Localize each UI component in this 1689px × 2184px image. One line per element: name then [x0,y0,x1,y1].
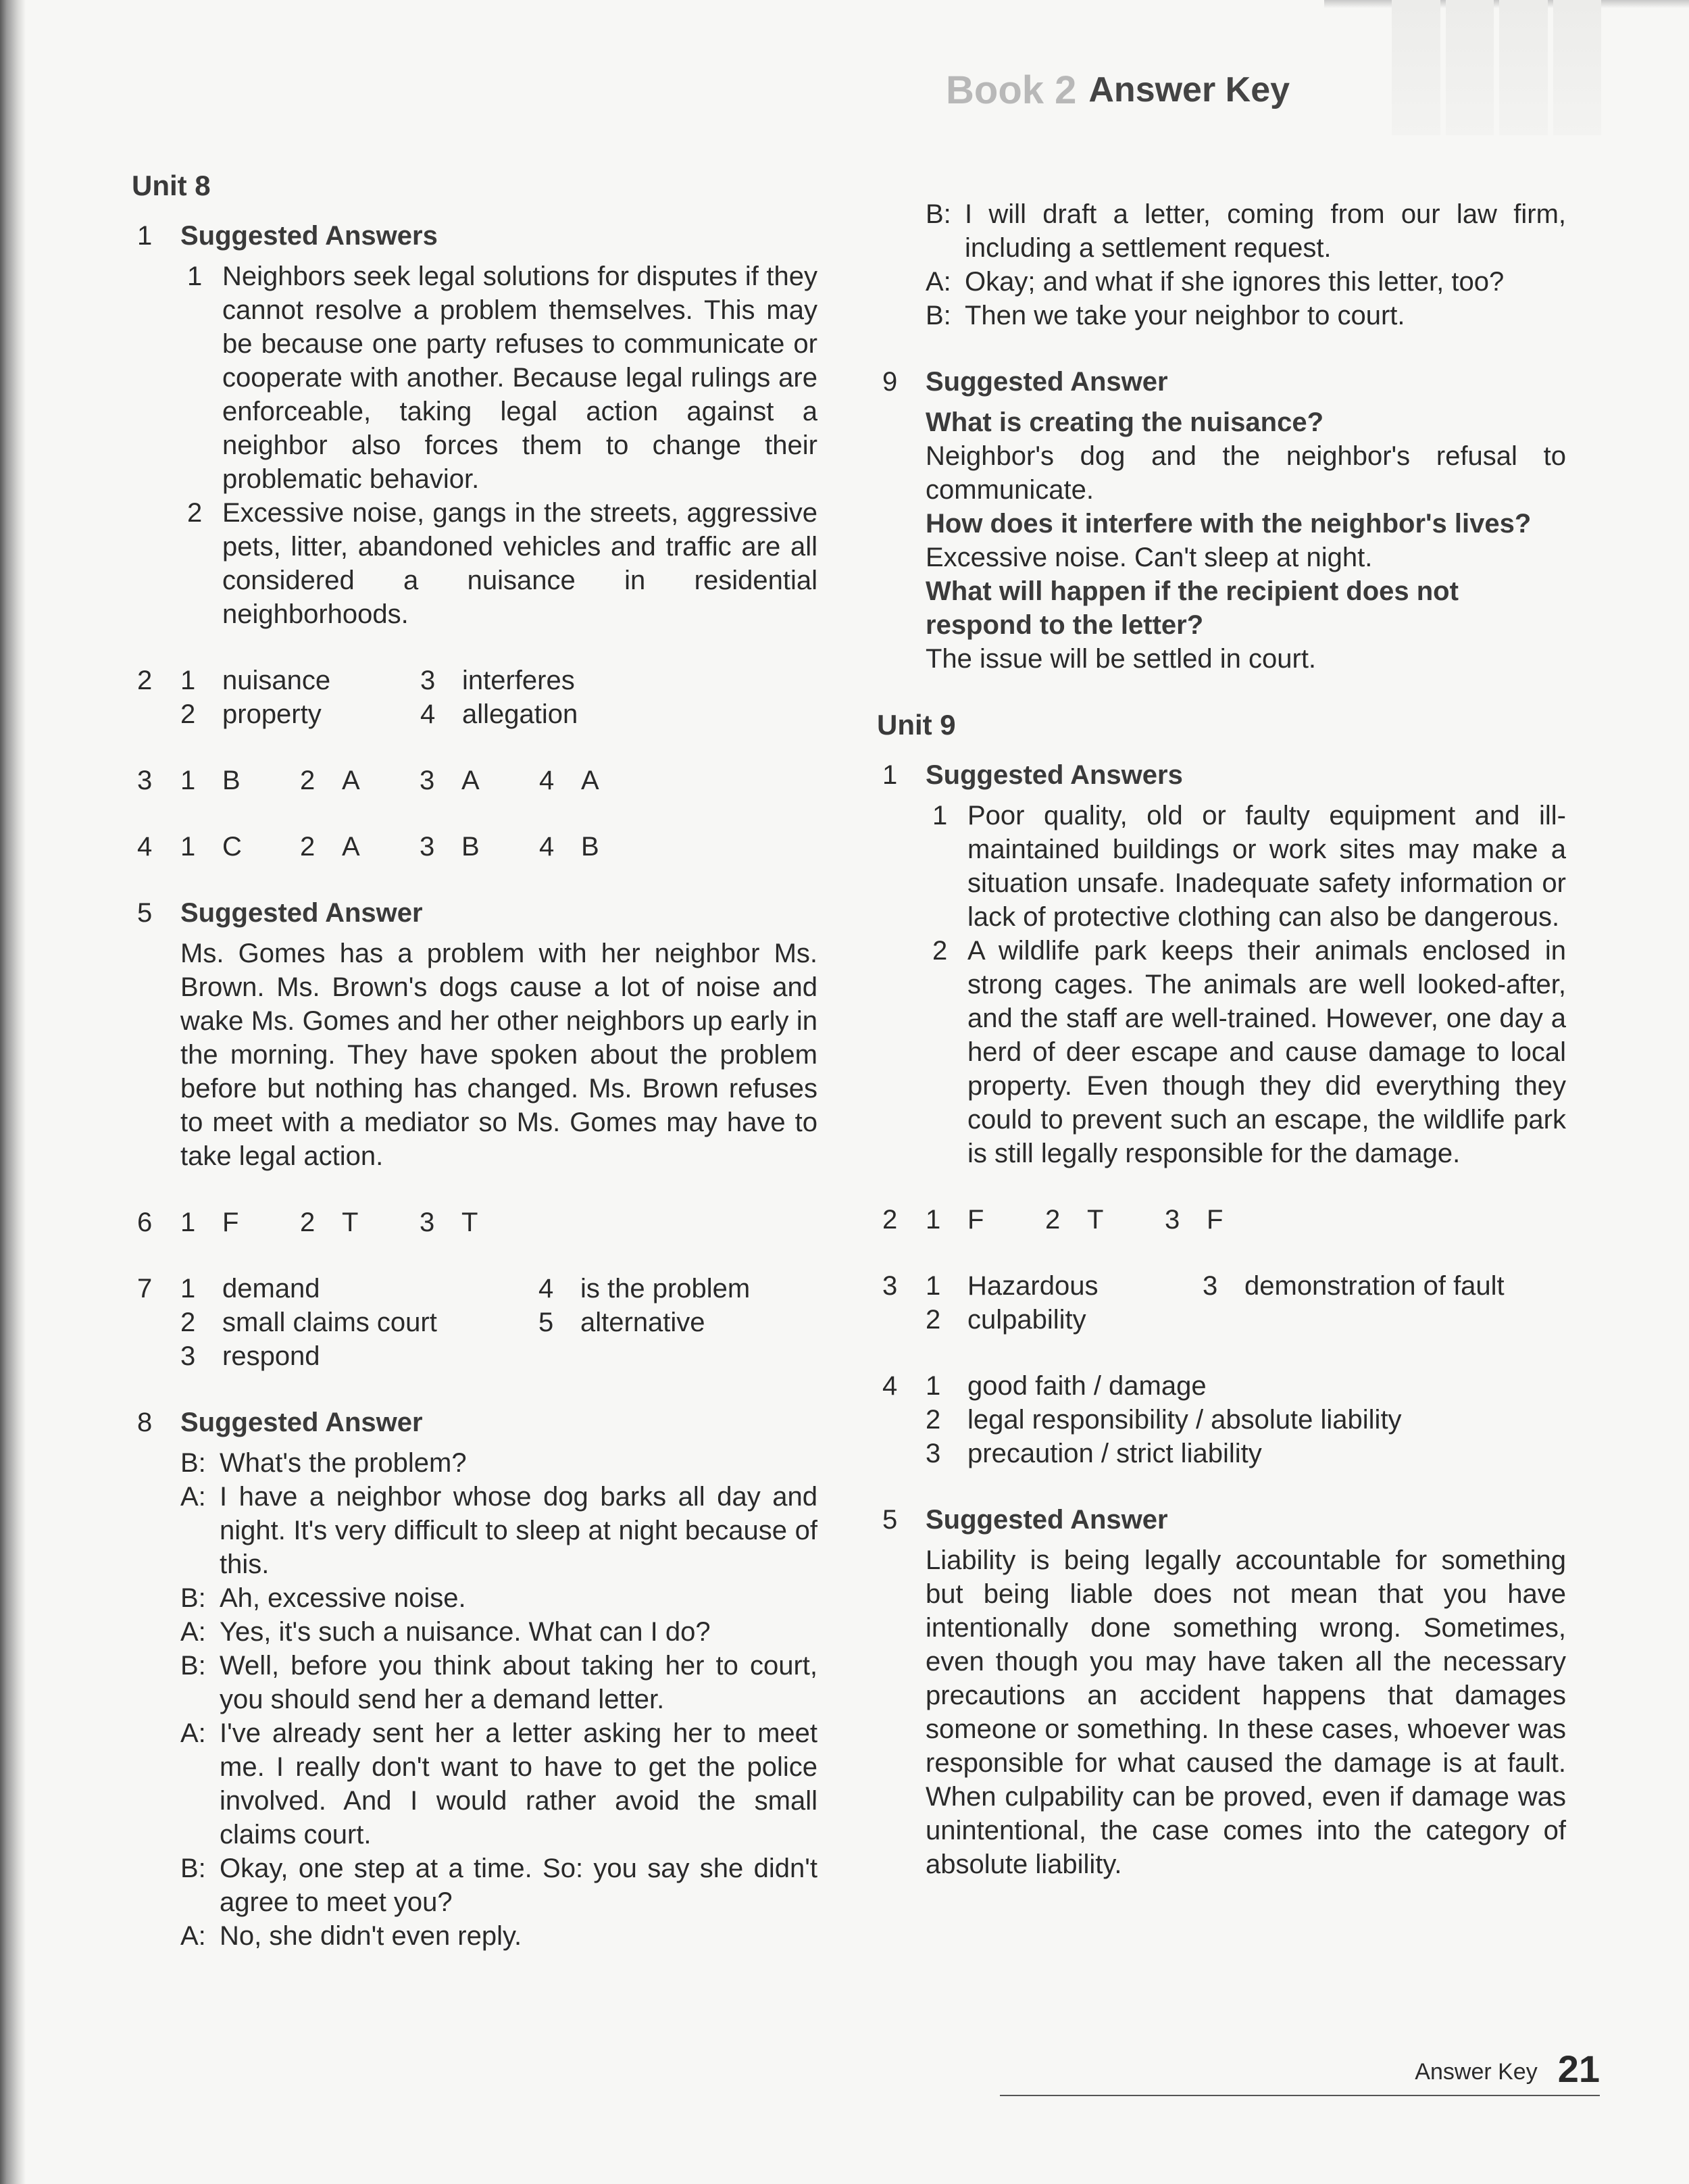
item-number: 1 [926,1371,941,1401]
page-gutter-shadow [0,0,26,2184]
page-header [946,53,1290,127]
dialogue-line [926,265,1566,299]
line-text: I've already sent her a letter asking her to meet me. I really don't want to have to get the police involved. And I would rather avoid the small claims court. [220,1718,817,1850]
answer-item [180,259,817,496]
item-text: A wildlife park keeps their animals enclosed in strong cages. The animals are well looked-after, and the staff are well-trained. However, one day a herd of deer escape and cause damage to local property. Even though they did everything they could to prevent such an escape, the wildlife park is still legally responsible for the damage. [967,936,1566,1168]
dialogue-line [180,1446,817,1480]
line-text: Then we take your neighbor to court. [965,301,1405,330]
exercise-number: 7 [137,1274,153,1304]
item-number: 2 [926,1305,941,1335]
u9-exercise-5 [877,1503,1566,1881]
u9-exercise-3 [877,1269,1566,1337]
item-answer: is the problem [580,1274,751,1304]
item-number: 4 [539,766,555,795]
dialogue-line [180,1919,817,1953]
u8-exercise-2 [132,664,817,731]
item-number: 2 [932,936,948,966]
exercise-number: 9 [882,367,898,397]
item-text: Neighbors seek legal solutions for disputes if they cannot resolve a problem themselves. This may be because one party refuses to communicate or cooperate with another. Because legal rulings are enforceable, taking legal action against a neighbor also forces them to change their problematic behavior. [222,262,817,494]
exercise-number: 2 [137,666,153,695]
speaker: B: [180,1448,206,1478]
exercise-number: 8 [137,1408,153,1437]
item-answer: culpability [967,1305,1086,1335]
item-number: 4 [538,1274,554,1304]
speaker: B: [180,1651,206,1681]
exercise-title: Suggested Answer [180,898,423,928]
exercise-number: 1 [882,760,898,790]
dialogue-line [926,299,1566,332]
exercise-title: Suggested Answer [180,1408,423,1437]
item-answer: T [461,1208,478,1237]
dialogue-line [180,1716,817,1852]
item-answer: demand [222,1274,320,1304]
exercise-number: 4 [882,1371,898,1401]
question: What is creating the nuisance? [926,407,1324,437]
thumb-tab-strip [1392,0,1601,135]
item-answer: C [222,832,242,862]
exercise-number: 4 [137,832,153,862]
answer: Excessive noise. Can't sleep at night. [926,543,1373,572]
item-answer: F [1207,1205,1224,1235]
question: How does it interfere with the neighbor's lives? [926,509,1532,539]
item-text: Excessive noise, gangs in the streets, aggressive pets, litter, abandoned vehicles and traffic are all considered a nuisance in residential neighborhoods. [222,498,817,629]
item-answer: B [581,832,599,862]
header-book: Book 2 [946,68,1077,112]
left-column [132,169,817,1985]
line-text: I will draft a letter, coming from our law firm, including a settlement request. [965,199,1566,263]
answer-item [926,934,1566,1170]
item-text: Poor quality, old or faulty equipment and ill-maintained buildings or work sites may make a situation unsafe. Inadequate safety information or lack of protective clothing can also be dangerous. [967,801,1566,932]
u8-exercise-1 [132,219,817,631]
item-number: 1 [932,801,948,830]
exercise-number: 2 [882,1205,898,1235]
item-answer: T [1087,1205,1104,1235]
line-text: Ah, excessive noise. [220,1583,466,1613]
unit-9-title: Unit 9 [877,709,956,741]
footer-label: Answer Key [1415,2059,1538,2085]
u8-exercise-6 [132,1206,817,1239]
dialogue-line [180,1615,817,1649]
exercise-number: 5 [882,1505,898,1535]
item-answer: property [222,699,322,729]
item-number: 2 [926,1405,941,1435]
item-answer: F [967,1205,984,1235]
item-number: 3 [926,1439,941,1468]
right-column [877,197,1566,1914]
item-answer: good faith / damage [967,1371,1207,1401]
speaker: B: [926,301,951,330]
page-footer [1000,2041,1600,2096]
item-number: 3 [1165,1205,1180,1235]
dialogue-line [926,197,1566,265]
dialogue-line [180,1852,817,1919]
u8-exercise-8-continued [877,197,1566,332]
u8-exercise-4 [132,830,817,864]
exercise-title: Suggested Answer [926,1505,1168,1535]
item-number: 3 [420,666,436,695]
item-answer: legal responsibility / absolute liability [967,1405,1402,1435]
exercise-title: Suggested Answers [926,760,1183,790]
item-number: 3 [1203,1271,1218,1301]
item-answer: B [222,766,241,795]
exercise-number: 3 [137,766,153,795]
item-answer: A [581,766,599,795]
item-answer: precaution / strict liability [967,1439,1262,1468]
item-number: 4 [539,832,555,862]
line-text: No, she didn't even reply. [220,1921,522,1951]
speaker: B: [180,1583,206,1613]
unit-8-title: Unit 8 [132,170,211,201]
item-answer: demonstration of fault [1244,1271,1505,1301]
item-number: 1 [180,666,196,695]
u8-exercise-3 [132,764,817,797]
u9-exercise-1 [877,758,1566,1170]
answer-paragraph: Ms. Gomes has a problem with her neighbor Ms. Brown. Ms. Brown's dogs cause a lot of noise and wake Ms. Gomes and her other neighbors up early in the morning. They have spoken about the problem before but nothing has changed. Ms. Brown refuses to meet with a mediator so Ms. Gomes may have to take legal action. [180,939,817,1171]
exercise-number: 3 [882,1271,898,1301]
item-answer: A [461,766,480,795]
answer: Neighbor's dog and the neighbor's refusal to communicate. [926,441,1566,505]
u9-exercise-4 [877,1369,1566,1470]
u9-exercise-2 [877,1203,1566,1237]
answer-paragraph: Liability is being legally accountable for something but being liable does not mean that you have intentionally done something wrong. Sometimes, even though you may have taken all the necessary precautions an accident happens that damages someone or something. In these cases, whoever was responsible for what caused the damage is at fault. When culpability can be proved, even if damage was unintentional, the case comes into the category of absolute liability. [926,1545,1566,1879]
u8-exercise-8 [132,1406,817,1953]
item-answer: allegation [462,699,578,729]
item-number: 2 [180,699,196,729]
item-number: 3 [420,766,435,795]
item-answer: alternative [580,1308,705,1337]
line-text: Okay; and what if she ignores this letter, too? [965,267,1505,297]
item-number: 1 [926,1205,941,1235]
item-number: 3 [420,832,435,862]
header-title: Answer Key [1088,70,1290,109]
item-answer: interferes [462,666,575,695]
item-answer: small claims court [222,1308,437,1337]
item-number: 1 [180,766,196,795]
item-number: 1 [180,1274,196,1304]
exercise-number: 6 [137,1208,153,1237]
exercise-number: 5 [137,898,153,928]
item-answer: T [342,1208,359,1237]
item-number: 3 [420,1208,435,1237]
u8-exercise-5 [132,896,817,1173]
line-text: I have a neighbor whose dog barks all day and night. It's very difficult to sleep at night because of this. [220,1482,817,1579]
line-text: Okay, one step at a time. So: you say she didn't agree to meet you? [220,1854,817,1917]
item-answer: nuisance [222,666,331,695]
u8-exercise-7 [132,1272,817,1373]
item-answer: Hazardous [967,1271,1099,1301]
speaker: B: [180,1854,206,1883]
answer-item [180,496,817,631]
item-number: 1 [180,832,196,862]
exercise-number: 1 [137,221,153,251]
dialogue-line [180,1649,817,1716]
item-answer: respond [222,1341,320,1371]
exercise-title: Suggested Answer [926,367,1168,397]
item-number: 1 [926,1271,941,1301]
line-text: What's the problem? [220,1448,467,1478]
answer-item [926,799,1566,934]
item-number: 4 [420,699,436,729]
line-text: Yes, it's such a nuisance. What can I do? [220,1617,711,1647]
item-number: 1 [187,262,203,291]
page-number: 21 [1557,2048,1600,2090]
speaker: A: [180,1482,206,1512]
item-number: 1 [180,1208,196,1237]
exercise-title: Suggested Answers [180,221,438,251]
speaker: A: [180,1617,206,1647]
u8-exercise-9 [877,365,1566,676]
dialogue-line [180,1581,817,1615]
item-answer: F [222,1208,239,1237]
answer: The issue will be settled in court. [926,644,1317,674]
speaker: A: [180,1921,206,1951]
item-answer: B [461,832,480,862]
item-answer: A [342,766,360,795]
item-number: 2 [180,1308,196,1337]
item-number: 2 [300,766,316,795]
item-number: 2 [187,498,203,528]
item-number: 5 [538,1308,554,1337]
item-number: 3 [180,1341,196,1371]
item-number: 2 [300,832,316,862]
item-number: 2 [300,1208,316,1237]
speaker: A: [926,267,951,297]
item-number: 2 [1045,1205,1061,1235]
speaker: B: [926,199,951,229]
dialogue-line [180,1480,817,1581]
item-answer: A [342,832,360,862]
speaker: A: [180,1718,206,1748]
line-text: Well, before you think about taking her to court, you should send her a demand letter. [220,1651,817,1714]
question: What will happen if the recipient does not respond to the letter? [926,576,1459,640]
